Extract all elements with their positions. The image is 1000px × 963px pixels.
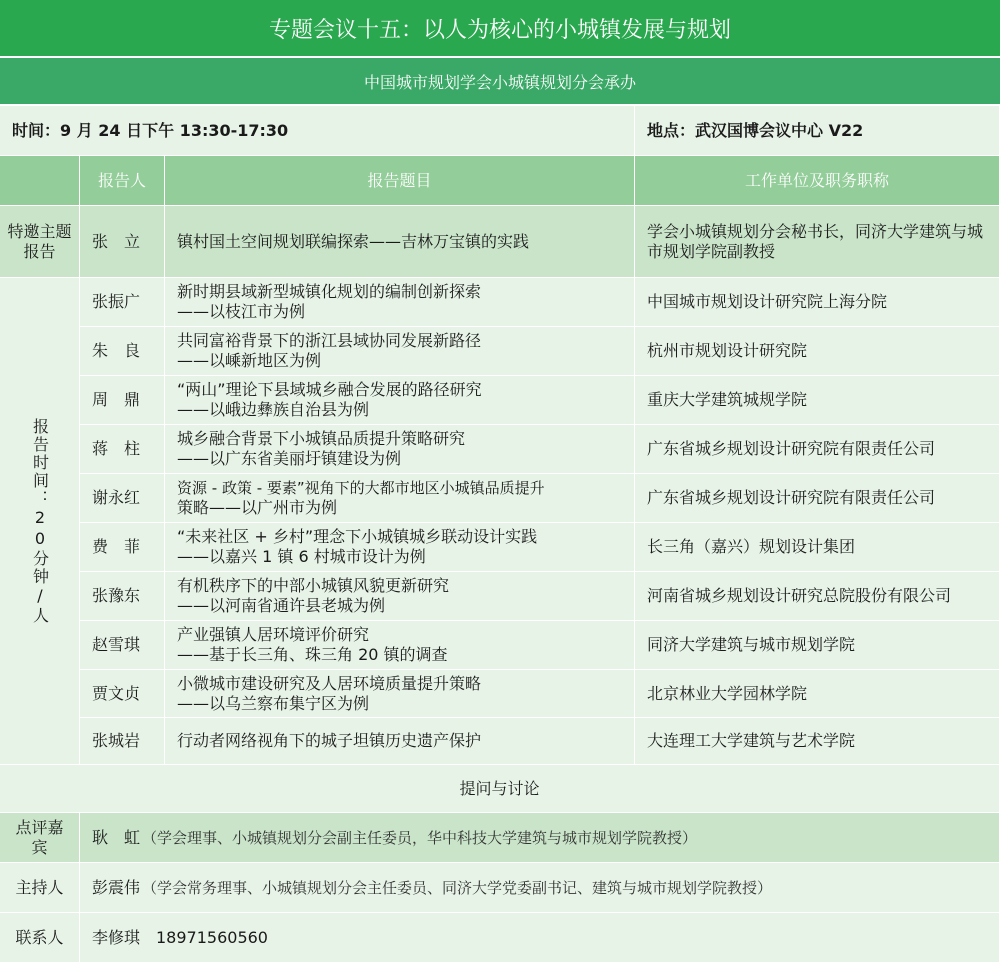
talk-subtopic: ——以枝江市为例 <box>177 302 306 321</box>
talk-topic-cell <box>165 523 635 572</box>
contact-value: 李修琪 18971560560 <box>92 927 268 947</box>
talk-topic: “两山”理论下县域城乡融合发展的路径研究 <box>177 380 482 399</box>
talk-topic-cell <box>165 621 635 670</box>
time-text: 时间：9 月 24 日下午 13:30-17:30 <box>12 120 289 140</box>
reviewer-label-cell <box>0 813 80 863</box>
talk-name-cell <box>80 718 165 765</box>
special-affiliation-cell <box>635 206 1000 278</box>
host-desc: （学会常务理事、小城镇规划分会主任委员、同济大学党委副书记、建筑与城市规划学院教授） <box>142 878 773 897</box>
talk-topic: 有机秩序下的中部小城镇风貌更新研究 <box>177 576 450 595</box>
discussion-label: 提问与讨论 <box>459 778 540 798</box>
discussion-row <box>0 765 1000 813</box>
talk-topic-cell <box>165 425 635 474</box>
talk-name: 张豫东 <box>92 586 141 605</box>
talk-topic: “未来社区 + 乡村”理念下小城镇城乡联动设计实践 <box>177 527 538 546</box>
talk-name: 张城岩 <box>92 731 141 750</box>
talk-name-cell <box>80 621 165 670</box>
special-label-cell <box>0 206 80 278</box>
host-label: 主持人 <box>15 877 64 897</box>
talk-topic-cell <box>165 572 635 621</box>
talk-name-cell <box>80 670 165 718</box>
talk-name-cell <box>80 278 165 327</box>
talk-affiliation: 同济大学建筑与城市规划学院 <box>647 635 856 654</box>
talk-affiliation-cell <box>635 474 1000 523</box>
talk-topic: 小微城市建设研究及人居环境质量提升策略 <box>177 673 482 693</box>
talk-affiliation-cell <box>635 621 1000 670</box>
talk-affiliation: 北京林业大学园林学院 <box>647 683 808 703</box>
talk-name: 费 菲 <box>92 537 141 556</box>
header-affiliation-label: 工作单位及职务职称 <box>744 170 889 190</box>
reviewer-cell <box>80 813 1000 863</box>
talk-name: 蒋 柱 <box>92 439 141 458</box>
special-name-cell <box>80 206 165 278</box>
talk-subtopic: ——以河南省通许县老城为例 <box>177 596 386 615</box>
talk-name: 周 鼎 <box>92 390 141 409</box>
special-topic-cell <box>165 206 635 278</box>
talk-affiliation-cell <box>635 376 1000 425</box>
reviewer-label: 点评嘉宾 <box>15 817 64 857</box>
talk-affiliation-cell <box>635 670 1000 718</box>
special-topic: 镇村国土空间规划联编探索——吉林万宝镇的实践 <box>177 231 530 251</box>
talk-affiliation: 杭州市规划设计研究院 <box>647 341 808 360</box>
talk-affiliation: 广东省城乡规划设计研究院有限责任公司 <box>647 439 936 458</box>
contact-label: 联系人 <box>15 927 64 947</box>
header-reporter-label: 报告人 <box>97 170 146 190</box>
contact-label-cell <box>0 913 80 963</box>
contact-cell <box>80 913 1000 963</box>
talk-topic: 城乡融合背景下小城镇品质提升策略研究 <box>177 429 466 448</box>
reviewer-desc: （学会理事、小城镇规划分会副主任委员，华中科技大学建筑与城市规划学院教授） <box>142 828 698 847</box>
talk-name-cell <box>80 425 165 474</box>
header-topic-label: 报告题目 <box>367 170 432 190</box>
organizer-text: 中国城市规划学会小城镇规划分会承办 <box>363 72 636 92</box>
special-label: 特邀主题报告 <box>7 221 72 261</box>
talk-topic-cell <box>165 327 635 376</box>
talk-subtopic: ——基于长三角、珠三角 20 镇的调查 <box>177 645 448 664</box>
talk-affiliation: 重庆大学建筑城规学院 <box>647 390 808 409</box>
talk-name-cell <box>80 474 165 523</box>
location-cell <box>635 106 1000 156</box>
header-blank <box>0 156 80 206</box>
header-topic <box>165 156 635 206</box>
talk-topic: 新时期县域新型城镇化规划的编制创新探索 <box>177 282 482 301</box>
time-cell <box>0 106 635 156</box>
report-time-label: 报告时间：20分钟/人 <box>30 417 50 625</box>
talk-affiliation-cell <box>635 278 1000 327</box>
talk-subtopic: ——以乌兰察布集宁区为例 <box>177 693 370 713</box>
talk-name-cell <box>80 376 165 425</box>
location-text: 地点：武汉国博会议中心 V22 <box>647 120 864 140</box>
report-time-cell <box>0 278 80 765</box>
talk-name-cell <box>80 523 165 572</box>
talk-subtopic: 策略——以广州市为例 <box>177 498 338 517</box>
talk-subtopic: ——以峨边彝族自治县为例 <box>177 400 370 419</box>
talk-topic-cell <box>165 718 635 765</box>
special-name: 张 立 <box>92 231 141 251</box>
organizer-bar <box>0 58 1000 104</box>
talk-affiliation-cell <box>635 327 1000 376</box>
talk-subtopic: ——以嵊新地区为例 <box>177 351 322 370</box>
talk-affiliation: 广东省城乡规划设计研究院有限责任公司 <box>647 488 936 507</box>
talk-affiliation: 长三角（嘉兴）规划设计集团 <box>647 537 856 556</box>
talk-affiliation: 中国城市规划设计研究院上海分院 <box>647 292 888 311</box>
talk-subtopic: ——以广东省美丽圩镇建设为例 <box>177 449 402 468</box>
title-text: 专题会议十五：以人为核心的小城镇发展与规划 <box>268 17 731 43</box>
special-affiliation: 学会小城镇规划分会秘书长，同济大学建筑与城市规划学院副教授 <box>647 221 984 261</box>
page-title <box>0 0 1000 56</box>
talk-topic: 产业强镇人居环境评价研究 <box>177 625 370 644</box>
reviewer-name: 耿 虹 <box>92 827 141 847</box>
talk-name: 谢永红 <box>92 488 141 507</box>
host-cell <box>80 863 1000 913</box>
host-name: 彭震伟 <box>92 877 141 897</box>
header-affiliation <box>635 156 1000 206</box>
talk-affiliation-cell <box>635 425 1000 474</box>
talk-topic-cell <box>165 670 635 718</box>
host-label-cell <box>0 863 80 913</box>
talk-name-cell <box>80 327 165 376</box>
talk-name-cell <box>80 572 165 621</box>
talk-affiliation: 河南省城乡规划设计研究总院股份有限公司 <box>647 586 952 605</box>
talk-topic: 资源 - 政策 - 要素”视角下的大都市地区小城镇品质提升 <box>177 479 545 497</box>
talk-affiliation-cell <box>635 523 1000 572</box>
talk-affiliation-cell <box>635 718 1000 765</box>
talk-name: 张振广 <box>92 292 141 311</box>
talk-name: 朱 良 <box>92 341 141 360</box>
talk-topic: 行动者网络视角下的城子坦镇历史遗产保护 <box>177 731 482 750</box>
talk-topic-cell <box>165 376 635 425</box>
talk-topic: 共同富裕背景下的浙江县域协同发展新路径 <box>177 331 482 350</box>
header-reporter <box>80 156 165 206</box>
talk-topic-cell <box>165 474 635 523</box>
talk-name: 贾文贞 <box>92 683 141 703</box>
talk-affiliation: 大连理工大学建筑与艺术学院 <box>647 731 856 750</box>
talk-name: 赵雪琪 <box>92 635 141 654</box>
talk-topic-cell <box>165 278 635 327</box>
talk-affiliation-cell <box>635 572 1000 621</box>
talk-subtopic: ——以嘉兴 1 镇 6 村城市设计为例 <box>177 547 426 566</box>
